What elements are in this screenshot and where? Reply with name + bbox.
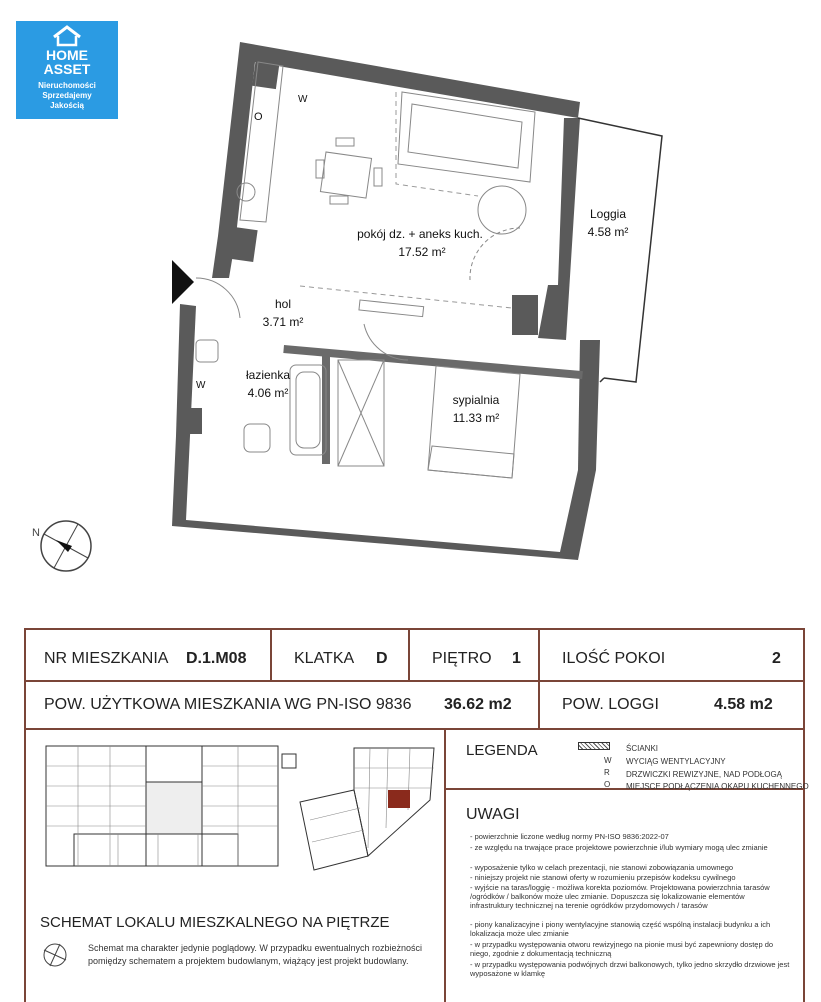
room-name-hall: hol [274,297,292,311]
loggia-area-value: 4.58 m2 [714,696,773,713]
legend-item-3-symbol: O [604,780,611,789]
room-area-bedroom: 11.33 m² [452,411,500,425]
logo-line1: HOME [46,47,88,63]
entrance-door-arc [196,278,240,318]
stairwell-value: D [376,650,388,667]
ventilation-symbol: W [298,94,308,105]
room-name-bathroom: łazienka [245,368,291,382]
floor-value: 1 [512,650,521,667]
rooms-count-value: 2 [772,650,781,667]
apartment-number-label: NR MIESZKANIA [44,650,169,667]
logo-tagline3: Jakością [50,101,84,110]
floor-label: PIĘTRO [432,650,492,667]
logo-tagline2: Sprzedajemy [42,91,92,100]
loggia-area-label: POW. LOGGI [562,696,659,713]
wardrobe [359,300,424,317]
room-area-loggia: 4.58 m² [587,225,629,239]
dining-table [316,138,382,204]
floor-scheme [38,738,438,900]
usable-area-value: 36.62 m2 [444,696,512,713]
wall-hatch-swatch [578,742,610,750]
apartment-info-panel [24,628,809,1002]
compass-north-label: N [32,527,40,539]
legend-item-1-text: WYCIĄG WENTYLACYJNY [626,757,726,766]
info-row-2 [26,682,803,730]
legend-item-3-text: MIEJSCE PODŁĄCZENIA OKAPU KUCHENNEGO [626,782,809,791]
room-area-bathroom: 4.06 m² [247,386,289,400]
room-area-hall: 3.71 m² [262,315,304,329]
stairwell-label: KLATKA [294,650,355,667]
legend-item-0-text: ŚCIANKI [626,744,659,753]
note-4: - wyjście na taras/loggię - możliwa korekta poziomów. Projektowana powierzchnia tarasów /ogródków / balkonów może ulec zmianie. Dopuszcza się lokalizowanie elementów infrastruktury technicznej na terenie ogródków przydomowych / tarasów [470,883,770,910]
logo-line2: ASSET [43,61,91,77]
scheme-disclaimer: Schemat ma charakter jedynie poglądowy. W przypadku ewentualnych rozbieżności pomiędzy schematem a projektem budowlanym, wiążący jest projekt budowlany. [88,943,423,966]
ventilation-symbol-bath: W [196,380,206,391]
notes-title: UWAGI [466,806,520,823]
hood-symbol: O [254,111,263,123]
round-table [478,186,526,234]
apartment-number-value: D.1.M08 [186,650,247,667]
entrance-arrow [172,260,194,304]
walls [172,42,600,560]
rooms-count-label: ILOŚĆ POKOI [562,650,666,667]
compass-icon [32,521,91,571]
legend-item-2-symbol: R [604,768,610,777]
room-name-bedroom: sypialnia [452,393,500,407]
note-5: - piony kanalizacyjne i piony wentylacyjne stanowią część wspólną instalacji budynku a ich lokalizacja może ulec zmianie [470,920,771,938]
info-row-1 [26,630,803,682]
note-0: - powierzchnie liczone według normy PN-ISO 9836:2022-07 [470,832,669,841]
note-2: - wyposażenie tylko w celach prezentacji, nie stanowi zobowiązania umownego [470,863,734,872]
note-6: - w przypadku występowania otworu rewizyjnego na pionie musi być zapewniony dostęp do niego, zgodnie z dokumentacją techniczną [470,940,774,958]
legend-item-2-text: DRZWICZKI REWIZYJNE, NAD PODŁOGĄ [626,770,783,779]
legend-title: LEGENDA [466,742,538,759]
apartment-highlight [388,790,410,808]
scheme-title: SCHEMAT LOKALU MIESZKALNEGO NA PIĘTRZE [40,914,390,931]
note-3: - niniejszy projekt nie stanowi oferty w rozumieniu przepisów kodeksu cywilnego [470,873,736,882]
note-7: - w przypadku występowania podwójnych drzwi balkonowych, tylko jedno skrzydło drzwiowe jest wyposażone w klamkę [470,960,790,978]
usable-area-label: POW. UŻYTKOWA MIESZKANIA WG PN-ISO 9836 [44,696,412,713]
logo-tagline1: Nieruchomości [38,81,96,90]
note-1: - ze względu na trwające prace projektowe powierzchnie i/lub wymiary mogą ulec zmianie [470,843,768,852]
room-name-living: pokój dz. + aneks kuch. [357,227,483,241]
room-name-loggia: Loggia [589,207,627,221]
legend-item-1-symbol: W [604,756,612,765]
room-area-living: 17.52 m² [398,245,446,259]
compass-small-icon [42,942,68,968]
